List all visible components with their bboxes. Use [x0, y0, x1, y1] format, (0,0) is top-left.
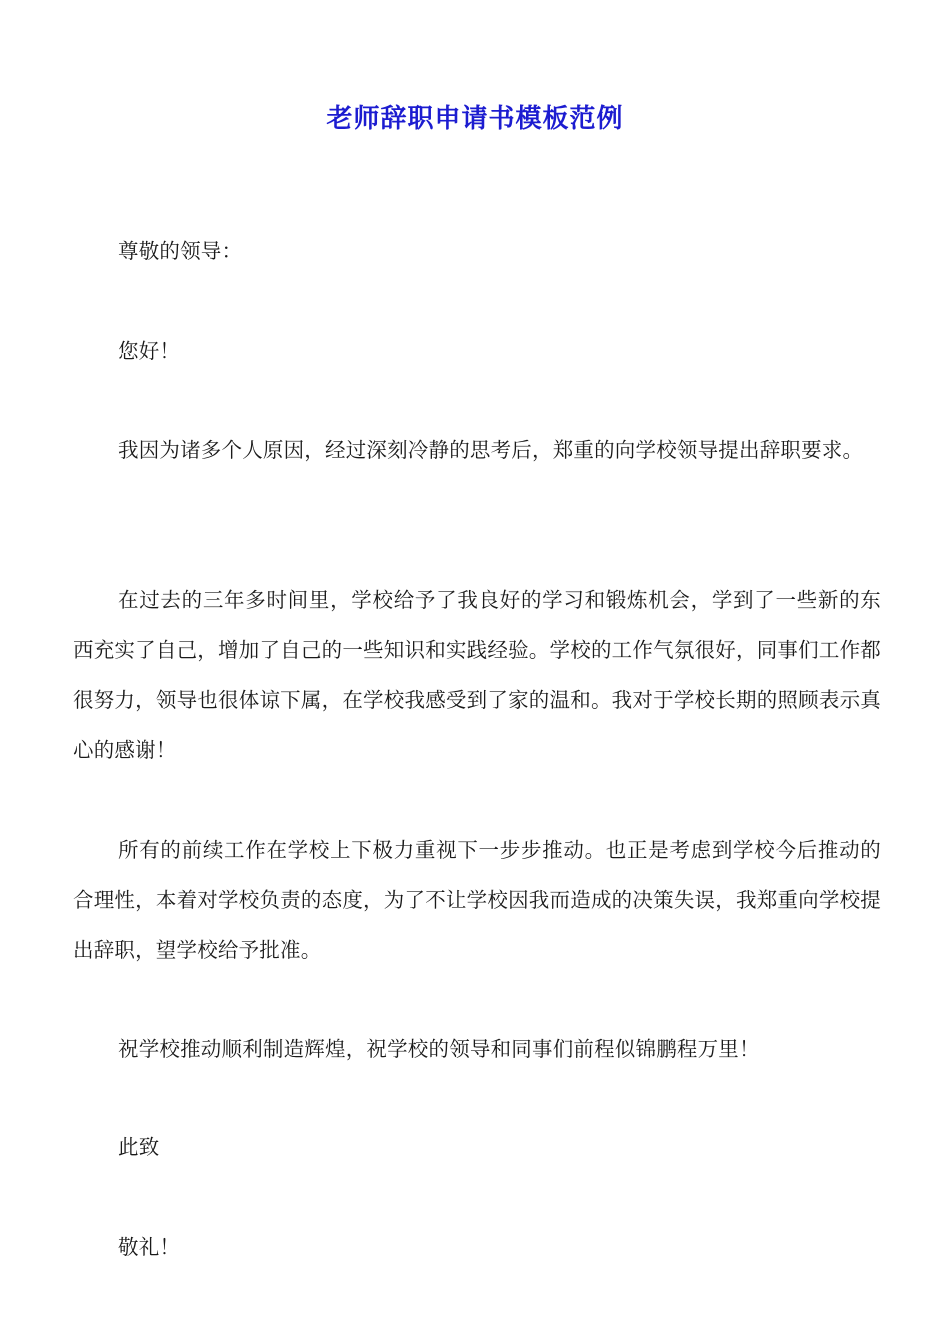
closing-paragraph: 此致: [118, 1135, 160, 1159]
gratitude-paragraph: 在过去的三年多时间里，学校给予了我良好的学习和锻炼机会，学到了一些新的东西充实了自己，增加了自己的一些知识和实践经验。学校的工作气氛很好，同事们工作都很努力，领导也很体谅下属，在学校我感受到了家的温和。我对于学校长期的照顾表示真心的感谢！: [73, 588, 881, 762]
salutation-paragraph: 尊敬的领导：: [118, 239, 243, 263]
request-paragraph: 所有的前续工作在学校上下极力重视下一步步推动。也正是考虑到学校今后推动的合理性，本着对学校负责的态度，为了不让学校因我而造成的决策失误，我郑重向学校提出辞职，望学校给予批准。: [73, 838, 881, 962]
resignation-reason-paragraph: 我因为诸多个人原因，经过深刻冷静的思考后，郑重的向学校领导提出辞职要求。: [118, 438, 864, 462]
regards-paragraph: 敬礼！: [118, 1235, 181, 1259]
wishes-paragraph: 祝学校推动顺利制造辉煌，祝学校的领导和同事们前程似锦鹏程万里！: [118, 1037, 760, 1061]
document-title: 老师辞职申请书模板范例: [326, 104, 624, 135]
greeting-paragraph: 您好！: [118, 339, 181, 363]
